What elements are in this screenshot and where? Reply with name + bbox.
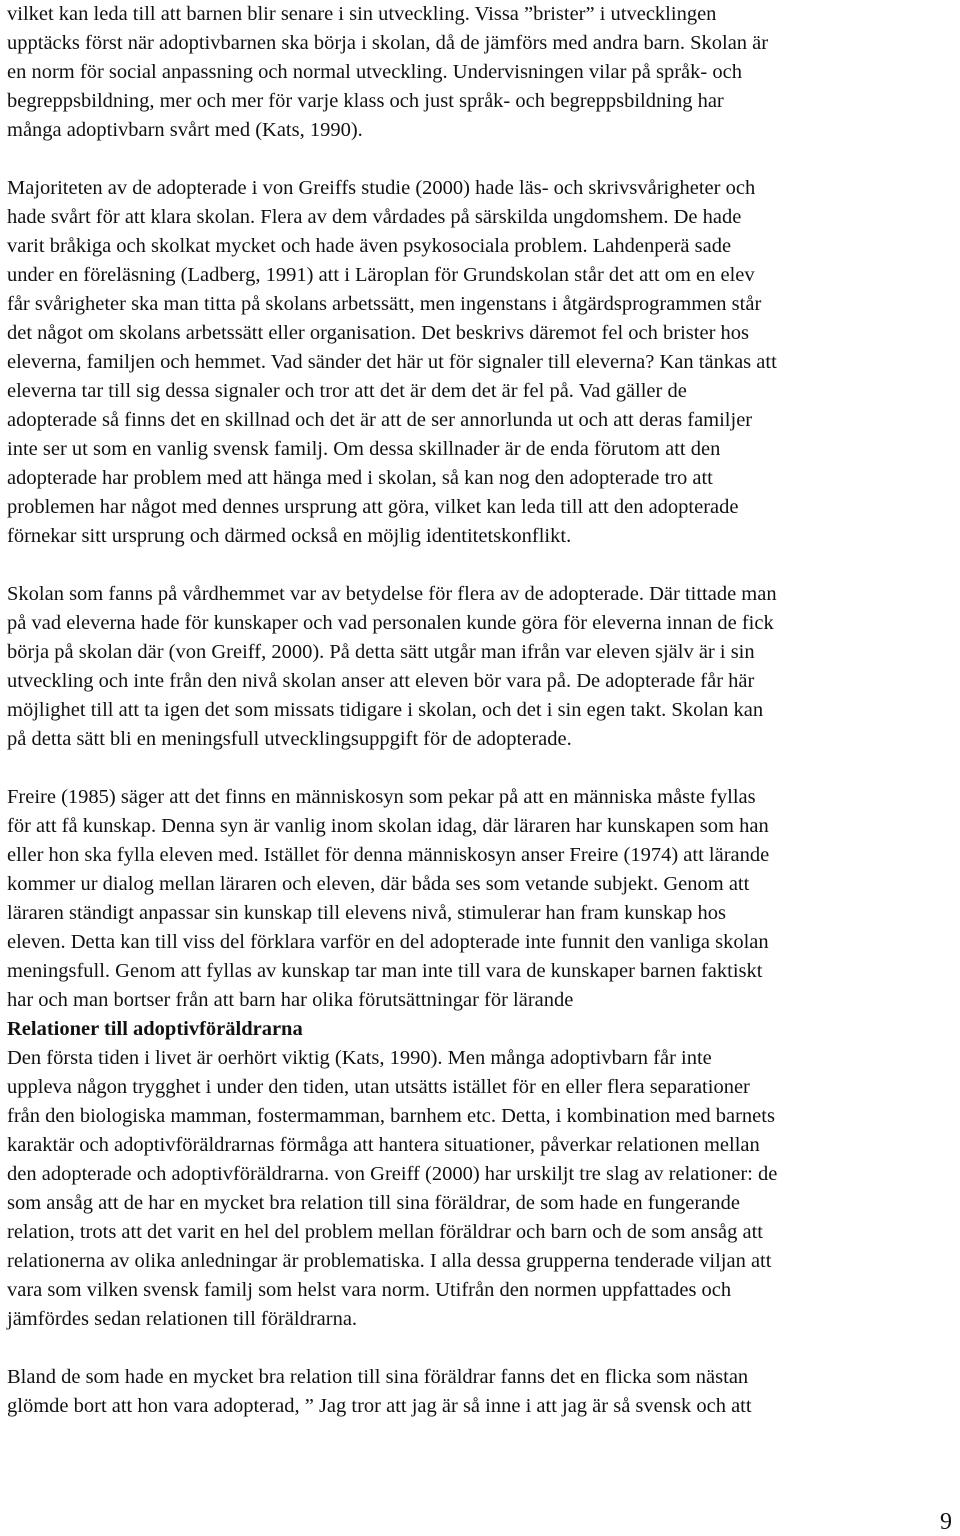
- paragraph-2: Majoriteten av de adopterade i von Greiffs studie (2000) hade läs- och skrivsvårigheter och hade svårt för att klara skolan. Flera av dem vårdades på särskilda ungdomshem. De hade varit bråkiga och skolkat mycket och hade även psykosociala problem. Lahdenperä sade under en föreläsning (Ladberg, 1991) att i Läroplan för Grundskolan står det att om en elev får svårigheter ska man titta på skolans arbetssätt, men ingenstans i åtgärdsprogrammen står det något om skolans arbetssätt eller organisation. Det beskrivs däremot fel och brister hos eleverna, familjen och hemmet. Vad sänder det här ut för signaler till eleverna? Kan tänkas att eleverna tar till sig dessa signaler och tror att det är dem det är fel på. Vad gäller de adopterade så finns det en skillnad och det är att de ser annorlunda ut och att deras familjer inte ser ut som en vanlig svensk familj. Om dessa skillnader är de enda förutom att den adopterade har problem med att hänga med i skolan, så kan nog den adopterade tro att problemen har något med dennes ursprung att göra, vilket kan leda till att den adopterade förnekar sitt ursprung och därmed också en möjlig identitetskonflikt.: [7, 177, 777, 547]
- section-paragraph-1: Den första tiden i livet är oerhört viktig (Kats, 1990). Men många adoptivbarn får inte uppleva någon trygghet i under den tiden, utan utsätts istället för en eller flera separationer från den biologiska mamman, fostermamman, barnhem etc. Detta, i kombination med barnets karaktär och adoptivföräldrarnas förmåga att hantera situationer, påverkar relationen mellan den adopterade och adoptivföräldrarna. von Greiff (2000) har urskiljt tre slag av relationer: de som ansåg att de har en mycket bra relation till sina föräldrar, de som hade en fungerande relation, trots att det varit en hel del problem mellan föräldrar och barn och de som ansåg att relationerna av olika anledningar är problematiska. I alla dessa grupperna tenderade viljan att vara som vilken svensk familj som helst vara norm. Utifrån den normen uppfattades och jämfördes sedan relationen till föräldrarna.: [7, 1047, 778, 1330]
- paragraph-1: vilket kan leda till att barnen blir senare i sin utveckling. Vissa ”brister” i utvecklingen upptäcks först när adoptivbarnen ska börja i skolan, då de jämförs med andra barn. Skolan är en norm för social anpassning och normal utveckling. Undervisningen vilar på språk- och begreppsbildning, mer och mer för varje klass och just språk- och begreppsbildning har många adoptivbarn svårt med (Kats, 1990).: [7, 3, 769, 141]
- section-paragraph-2: Bland de som hade en mycket bra relation till sina föräldrar fanns det en flicka som nästan glömde bort att hon vara adopterad, ” Jag tror att jag är så inne i att jag är så svensk och att: [7, 1366, 752, 1417]
- page-number: 9: [940, 1509, 952, 1535]
- section-heading: Relationer till adoptivföräldrarna: [7, 1018, 303, 1040]
- paragraph-3: Skolan som fanns på vårdhemmet var av betydelse för flera av de adopterade. Där tittade man på vad eleverna hade för kunskaper och vad personalen kunde göra för eleverna innan de fick börja på skolan där (von Greiff, 2000). På detta sätt utgår man ifrån var eleven själv är i sin utveckling och inte från den nivå skolan anser att eleven bör vara på. De adopterade får här möjlighet till att ta igen det som missats tidigare i skolan, och det i sin egen takt. Skolan kan på detta sätt bli en meningsfull utvecklingsuppgift för de adopterade.: [7, 583, 777, 750]
- paragraph-4: Freire (1985) säger att det finns en människosyn som pekar på att en människa måste fyllas för att få kunskap. Denna syn är vanlig inom skolan idag, där läraren har kunskapen som han eller hon ska fylla eleven med. Istället för denna människosyn anser Freire (1974) att lärande kommer ur dialog mellan läraren och eleven, där båda ses som vetande subjekt. Genom att läraren ständigt anpassar sin kunskap till elevens nivå, stimulerar han fram kunskap hos eleven. Detta kan till viss del förklara varför en del adopterade inte funnit den vanliga skolan meningsfull. Genom att fyllas av kunskap tar man inte till vara de kunskaper barnen faktiskt har och man bortser från att barn har olika förutsättningar för lärande: [7, 786, 770, 1011]
- document-page: [7, 0, 953, 1421]
